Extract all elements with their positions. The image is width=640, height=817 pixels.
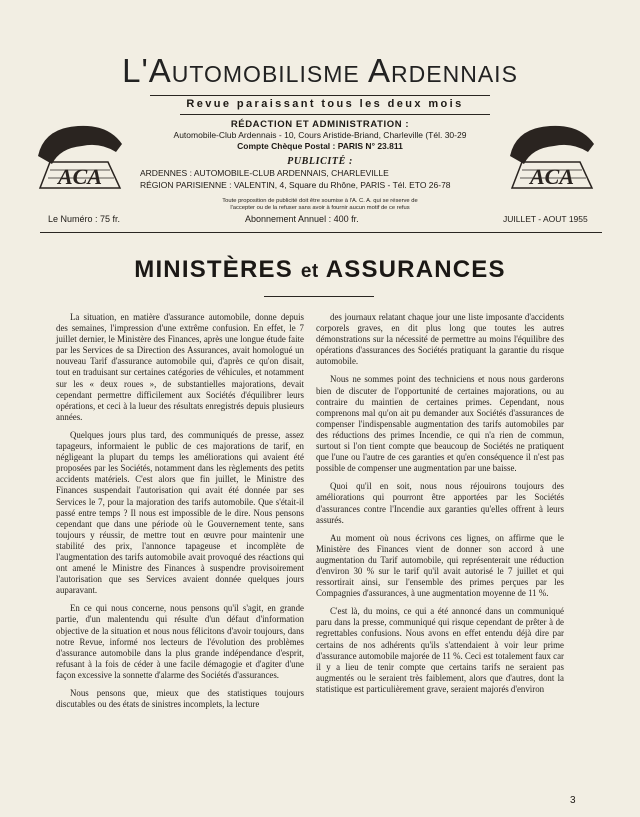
article-title	[0, 256, 640, 284]
article-paragraph: En ce qui nous concerne, nous pensons qu'il s'agit, en grande partie, d'un malentendu qui résulte d'un défaut d'information objective de la situation et nous nous félicitons d'avoir toujours, dans notre Revue, informé nos lecteurs de l'évolution des problèmes d'assurance automobile dans la plus grande indépendance d'esprit, refusant à la fois de céder à une facile démagogie et d'agiter d'une façon excessive la sonnette d'alarme des Sociétés d'assurances.	[56, 603, 304, 680]
article-column-left	[56, 312, 304, 717]
issue-price: Le Numéro : 75 fr.	[48, 214, 121, 224]
title-underline	[264, 296, 374, 297]
publicite-title-block	[130, 156, 510, 167]
issue-date: JUILLET - AOUT 1955	[503, 214, 588, 224]
advertising-note: Toute proposition de publicité doit être soumise à l'A. C. A. qui se réserve de l'accepter ou de la refuser sans avoir à fournir aucun motif de ce refus	[222, 198, 418, 211]
header-bottom-rule	[40, 232, 602, 233]
subtitle-rule	[180, 114, 490, 115]
subtitle: Revue paraissant tous les deux mois	[186, 98, 464, 110]
page-number: 3	[570, 795, 576, 806]
svg-text:ACA: ACA	[57, 164, 103, 189]
article-column-right	[316, 312, 564, 702]
annual-subscription: Abonnement Annuel : 400 fr.	[245, 214, 359, 224]
redaction-block	[130, 119, 510, 152]
article-paragraph: des journaux relatant chaque jour une liste imposante d'accidents corporels graves, en dit plus long que toutes les autres démonstrations sur la nécessité de permettre au moins l'équilibre des opérations d'assurances des Sociétés pratiquant la garantie du risque automobile.	[316, 312, 564, 367]
publicite-ardennes: ARDENNES : AUTOMOBILE-CLUB ARDENNAIS, CHARLEVILLE	[140, 168, 389, 178]
article-paragraph: Quelques jours plus tard, des communiqués de presse, assez tapageurs, informaient le public de ces majorations de tarif, en négligeant la plupart du temps les améliorations qui avaient été proposées par les Sociétés, notamment dans les règlements des petits accidents matériels. C'est alors que fin juillet, le Ministre des Finances suspendait l'autorisation qui avait été donnée par ses Services le 7, pour la majoration des tarifs automobile. Que s'était-il passé entre temps ? Il nous est impossible de le dire. Nous pensons cependant que dans une période où le Gouvernement tente, sans toujours y réussir, de mettre tout en œuvre pour maintenir une stabilité des prix, l'annonce tapageuse et incomplète de l'augmentation des tarifs automobile avait provoqué des réactions qui ont amené le Ministre des Finances à suspendre provisoirement l'autorisation que ses Services avaient donnée quelques jours auparavant.	[56, 429, 304, 596]
title-word-assurances: ASSURANCES	[325, 256, 506, 283]
article-paragraph: Nous ne sommes point des techniciens et nous nous garderons bien de discuter de l'opportunité de certaines majorations, ou au contraire du maintien de certaines primes. Cependant, nous comprenons mal qu'on ait pu demander aux Sociétés d'assurances de compenser l'indispensable augmentation des tarifs automobiles par des réductions des primes Incendie, ce qui n'a rien de commun, surtout si l'on tient compte que beaucoup de Sociétés ne pratiquent que l'une ou l'autre de ces garanties et qu'en conséquence il n'est pas possible de compenser une augmentation par une baisse.	[316, 374, 564, 474]
article-paragraph: Quoi qu'il en soit, nous nous réjouirons toujours des améliorations qui pourront être apportées par les Sociétés d'assurances contre l'Incendie aux garanties qu'elles offrent à leurs assurés.	[316, 481, 564, 525]
publicite-paris: RÉGION PARISIENNE : VALENTIN, 4, Square du Rhône, PARIS - Tél. ETO 26-78	[140, 180, 451, 190]
article-paragraph: Nous pensons que, mieux que des statistiques toujours discutables ou des états de sinistres incomplets, la lecture	[56, 688, 304, 710]
redaction-title: RÉDACTION ET ADMINISTRATION :	[230, 119, 410, 130]
masthead-rule	[150, 95, 490, 96]
masthead: L'Automobilisme Ardennais	[122, 52, 518, 89]
article-paragraph: C'est là, du moins, ce qui a été annoncé dans un communiqué paru dans la presse, communiqué qui risque cependant de prêter à de regrettables confusions. Nous avons en effet entendu déjà dire par certains de nos adhérents qu'ils s'attendaient à voir leur prime d'assurance automobile majorée de 11 %. Ceci est totalement faux car il y a lieu de tenir compte que certains tarifs ne seraient pas augmentés ou le seraient très faiblement, alors que d'autres, dont la statistique est particulièrement grave, seraient majorés d'environ	[316, 606, 564, 694]
title-word-ministeres: MINISTÈRES	[134, 256, 293, 283]
article-paragraph: La situation, en matière d'assurance automobile, donne depuis des semaines, l'impression d'une extrême confusion. En effet, le 7 juillet dernier, le Ministère des Finances, après une longue étude faite par les Services de sa Direction des Assurances, avait homologué un nouveau Tarif d'assurance automobile qui, d'après ce qu'on disait, tout en traduisant sur certaines catégories de véhicules, et notamment sur les « deux roues », de substantielles majorations, devait cependant permettre difficilement aux Sociétés d'équilibrer leurs opérations, et ceci à la lueur des résultats enregistrés depuis plusieurs années.	[56, 312, 304, 422]
article-paragraph: Au moment où nous écrivons ces lignes, on affirme que le Ministère des Finances vient de donner son accord à une augmentation du Tarif automobile, qui représenterait une réduction d'environ 30 % sur le tarif qu'il avait autorisé le 7 juillet et qui ressortirait ainsi, sur l'ensemble des primes perçues par les Compagnies d'assurances, à une augmentation moyenne de 11 %.	[316, 532, 564, 599]
title-word-et: et	[300, 261, 319, 282]
aca-logo-left	[30, 118, 130, 196]
aca-logo-right	[502, 118, 602, 196]
svg-text:ACA: ACA	[529, 164, 575, 189]
redaction-address: Automobile-Club Ardennais - 10, Cours Aristide-Briand, Charleville (Tél. 30-29	[173, 130, 467, 140]
publicite-title: PUBLICITÉ :	[287, 156, 353, 167]
postal-account: Compte Chèque Postal : PARIS N° 23.811	[237, 141, 403, 151]
